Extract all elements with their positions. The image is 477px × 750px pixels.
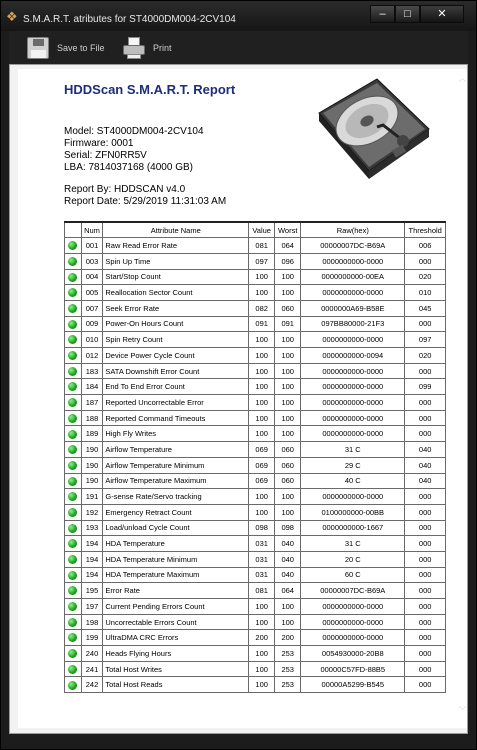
value-column-header: Value <box>249 222 275 238</box>
raw-cell: 0000000A69-B58E <box>301 300 405 316</box>
worst-cell: 091 <box>275 316 301 332</box>
table-row[interactable] <box>65 316 446 332</box>
name-cell: UltraDMA CRC Errors <box>103 630 249 646</box>
raw-cell: 40 C <box>301 473 405 489</box>
table-row[interactable] <box>65 332 446 348</box>
threshold-cell: 000 <box>405 426 446 442</box>
status-cell <box>65 363 82 379</box>
num-cell: 187 <box>81 395 103 411</box>
table-row[interactable] <box>65 504 446 520</box>
status-cell <box>65 567 82 583</box>
raw-cell: 00000A5299-B545 <box>301 677 405 693</box>
status-cell <box>65 677 82 693</box>
num-cell: 190 <box>81 457 103 473</box>
status-cell <box>65 426 82 442</box>
raw-cell: 0000000000-0000 <box>301 379 405 395</box>
worst-cell: 100 <box>275 426 301 442</box>
raw-cell: 097BB80000-21F3 <box>301 316 405 332</box>
status-column-header <box>65 222 82 238</box>
worst-cell: 064 <box>275 238 301 254</box>
save-to-file-label: Save to File <box>57 42 105 53</box>
report-view[interactable] <box>18 69 467 728</box>
num-cell: 190 <box>81 473 103 489</box>
status-ok-icon <box>68 257 77 266</box>
worst-cell: 100 <box>275 395 301 411</box>
value-cell: 069 <box>249 442 275 458</box>
threshold-cell: 000 <box>405 599 446 615</box>
table-row[interactable] <box>65 300 446 316</box>
name-cell: Power-On Hours Count <box>103 316 249 332</box>
threshold-cell: 000 <box>405 316 446 332</box>
raw-cell: 00000007DC-B69A <box>301 583 405 599</box>
threshold-cell: 000 <box>405 520 446 536</box>
num-cell: 241 <box>81 661 103 677</box>
report-by-text: Report By: HDDSCAN v4.0 <box>64 184 186 195</box>
status-ok-icon <box>68 492 77 501</box>
threshold-cell: 000 <box>405 489 446 505</box>
num-cell: 012 <box>81 348 103 364</box>
table-row[interactable] <box>65 442 446 458</box>
raw-cell: 00000C57FD-88B5 <box>301 661 405 677</box>
threshold-cell: 000 <box>405 504 446 520</box>
name-cell: Heads Flying Hours <box>103 646 249 662</box>
status-ok-icon <box>68 508 77 517</box>
name-cell: Airflow Temperature Maximum <box>103 473 249 489</box>
attribute-name-column-header: Attribute Name <box>103 222 249 238</box>
worst-cell: 064 <box>275 583 301 599</box>
raw-cell: 0000000000-0000 <box>301 410 405 426</box>
threshold-cell: 000 <box>405 253 446 269</box>
threshold-cell: 000 <box>405 567 446 583</box>
value-cell: 081 <box>249 583 275 599</box>
status-cell <box>65 300 82 316</box>
status-ok-icon <box>68 539 77 548</box>
status-cell <box>65 238 82 254</box>
worst-cell: 100 <box>275 379 301 395</box>
name-cell: Device Power Cycle Count <box>103 348 249 364</box>
num-cell: 193 <box>81 520 103 536</box>
status-cell <box>65 504 82 520</box>
status-cell <box>65 551 82 567</box>
value-cell: 031 <box>249 536 275 552</box>
status-cell <box>65 285 82 301</box>
status-cell <box>65 520 82 536</box>
status-ok-icon <box>68 461 77 470</box>
status-cell <box>65 661 82 677</box>
raw-cell: 0000000000-0000 <box>301 614 405 630</box>
name-cell: SATA Downshift Error Count <box>103 363 249 379</box>
status-ok-icon <box>68 445 77 454</box>
printer-icon <box>123 37 145 59</box>
worst-cell: 100 <box>275 410 301 426</box>
report-date-text: Report Date: 5/29/2019 11:31:03 AM <box>64 196 227 207</box>
table-row[interactable] <box>65 567 446 583</box>
value-cell: 100 <box>249 614 275 630</box>
status-ok-icon <box>68 555 77 564</box>
status-cell <box>65 630 82 646</box>
raw-cell: 0054930000-20B8 <box>301 646 405 662</box>
status-cell <box>65 599 82 615</box>
value-cell: 100 <box>249 395 275 411</box>
print-button[interactable] <box>123 31 172 64</box>
raw-cell: 0100000000-00BB <box>301 504 405 520</box>
worst-cell: 040 <box>275 551 301 567</box>
hard-drive-icon <box>313 75 433 187</box>
scroll-down-arrow-icon[interactable]: ﹀ <box>458 706 467 715</box>
num-cell: 198 <box>81 614 103 630</box>
name-cell: Airflow Temperature <box>103 442 249 458</box>
worst-cell: 100 <box>275 599 301 615</box>
threshold-cell: 020 <box>405 269 446 285</box>
raw-cell: 0000000000-0000 <box>301 599 405 615</box>
status-cell <box>65 348 82 364</box>
worst-cell: 253 <box>275 646 301 662</box>
value-cell: 100 <box>249 426 275 442</box>
raw-cell: 0000000000-1667 <box>301 520 405 536</box>
table-row[interactable] <box>65 238 446 254</box>
table-row[interactable] <box>65 348 446 364</box>
num-cell: 007 <box>81 300 103 316</box>
status-cell <box>65 457 82 473</box>
num-cell: 194 <box>81 536 103 552</box>
raw-cell: 00000007DC-B69A <box>301 238 405 254</box>
status-ok-icon <box>68 273 77 282</box>
table-row[interactable] <box>65 536 446 552</box>
status-ok-icon <box>68 649 77 658</box>
status-cell <box>65 614 82 630</box>
worst-cell: 100 <box>275 504 301 520</box>
smart-table-body <box>65 238 446 693</box>
num-cell: 197 <box>81 599 103 615</box>
raw-cell: 0000000000-0000 <box>301 363 405 379</box>
title-bar[interactable] <box>1 1 476 31</box>
status-cell <box>65 379 82 395</box>
raw-cell: 0000000000-0000 <box>301 253 405 269</box>
status-cell <box>65 442 82 458</box>
threshold-cell: 000 <box>405 363 446 379</box>
name-cell: Total Host Writes <box>103 661 249 677</box>
raw-cell: 31 C <box>301 536 405 552</box>
status-ok-icon <box>68 633 77 642</box>
value-cell: 100 <box>249 379 275 395</box>
worst-cell: 253 <box>275 661 301 677</box>
worst-cell: 098 <box>275 520 301 536</box>
table-row[interactable] <box>65 489 446 505</box>
threshold-cell: 000 <box>405 536 446 552</box>
value-cell: 069 <box>249 457 275 473</box>
table-row[interactable] <box>65 379 446 395</box>
name-cell: G-sense Rate/Servo tracking <box>103 489 249 505</box>
threshold-cell: 000 <box>405 661 446 677</box>
threshold-cell: 000 <box>405 677 446 693</box>
close-button[interactable]: ✕ <box>420 5 464 23</box>
num-cell: 191 <box>81 489 103 505</box>
value-cell: 100 <box>249 348 275 364</box>
name-cell: Airflow Temperature Minimum <box>103 457 249 473</box>
floppy-disk-icon <box>27 37 49 59</box>
name-cell: Error Rate <box>103 583 249 599</box>
worst-cell: 200 <box>275 630 301 646</box>
worst-column-header: Worst <box>275 222 301 238</box>
status-ok-icon <box>68 382 77 391</box>
status-cell <box>65 583 82 599</box>
status-cell <box>65 473 82 489</box>
raw-cell: 29 C <box>301 457 405 473</box>
report-title: HDDScan S.M.A.R.T. Report <box>64 82 236 97</box>
table-row[interactable] <box>65 599 446 615</box>
worst-cell: 100 <box>275 332 301 348</box>
raw-cell: 0000000000-0000 <box>301 489 405 505</box>
minimize-button[interactable]: ‒ <box>370 5 395 23</box>
num-cell: 189 <box>81 426 103 442</box>
smart-attributes-table <box>64 221 446 693</box>
worst-cell: 100 <box>275 285 301 301</box>
value-cell: 100 <box>249 332 275 348</box>
name-cell: Uncorrectable Errors Count <box>103 614 249 630</box>
status-ok-icon <box>68 586 77 595</box>
num-cell: 195 <box>81 583 103 599</box>
value-cell: 097 <box>249 253 275 269</box>
num-column-header: Num <box>81 222 103 238</box>
threshold-cell: 040 <box>405 473 446 489</box>
name-cell: HDA Temperature Maximum <box>103 567 249 583</box>
toolbar <box>9 31 468 64</box>
num-cell: 194 <box>81 567 103 583</box>
window-title: S.M.A.R.T. atributes for ST4000DM004-2CV104 <box>23 14 236 25</box>
value-cell: 100 <box>249 661 275 677</box>
num-cell: 184 <box>81 379 103 395</box>
value-cell: 091 <box>249 316 275 332</box>
window-controls <box>370 5 464 23</box>
name-cell: Seek Error Rate <box>103 300 249 316</box>
status-ok-icon <box>68 304 77 313</box>
status-ok-icon <box>68 430 77 439</box>
value-cell: 081 <box>249 238 275 254</box>
scroll-up-arrow-icon[interactable]: ︿ <box>458 74 467 83</box>
num-cell: 190 <box>81 442 103 458</box>
name-cell: Start/Stop Count <box>103 269 249 285</box>
name-cell: Spin Retry Count <box>103 332 249 348</box>
threshold-cell: 000 <box>405 646 446 662</box>
worst-cell: 040 <box>275 567 301 583</box>
name-cell: Reported Uncorrectable Error <box>103 395 249 411</box>
raw-cell: 20 C <box>301 551 405 567</box>
table-row[interactable] <box>65 253 446 269</box>
name-cell: Emergency Retract Count <box>103 504 249 520</box>
table-row[interactable] <box>65 269 446 285</box>
status-ok-icon <box>68 618 77 627</box>
threshold-cell: 000 <box>405 630 446 646</box>
threshold-cell: 045 <box>405 300 446 316</box>
worst-cell: 100 <box>275 348 301 364</box>
table-row[interactable] <box>65 457 446 473</box>
worst-cell: 096 <box>275 253 301 269</box>
table-row[interactable] <box>65 677 446 693</box>
value-cell: 100 <box>249 489 275 505</box>
raw-cell: 0000000000-0000 <box>301 426 405 442</box>
raw-cell: 0000000000-0094 <box>301 348 405 364</box>
num-cell: 192 <box>81 504 103 520</box>
name-cell: HDA Temperature <box>103 536 249 552</box>
threshold-column-header: Threshold <box>405 222 446 238</box>
num-cell: 240 <box>81 646 103 662</box>
num-cell: 009 <box>81 316 103 332</box>
name-cell: High Fly Writes <box>103 426 249 442</box>
threshold-cell: 097 <box>405 332 446 348</box>
threshold-cell: 000 <box>405 614 446 630</box>
table-row[interactable] <box>65 473 446 489</box>
table-row[interactable] <box>65 426 446 442</box>
status-cell <box>65 269 82 285</box>
value-cell: 100 <box>249 285 275 301</box>
num-cell: 001 <box>81 238 103 254</box>
print-label: Print <box>153 42 172 53</box>
name-cell: Reallocation Sector Count <box>103 285 249 301</box>
lba-text: LBA: 7814037168 (4000 GB) <box>64 162 193 173</box>
threshold-cell: 006 <box>405 238 446 254</box>
raw-cell: 0000000000-0000 <box>301 630 405 646</box>
value-cell: 031 <box>249 567 275 583</box>
worst-cell: 100 <box>275 363 301 379</box>
worst-cell: 060 <box>275 473 301 489</box>
num-cell: 194 <box>81 551 103 567</box>
status-ok-icon <box>68 681 77 690</box>
name-cell: Total Host Reads <box>103 677 249 693</box>
status-ok-icon <box>68 288 77 297</box>
name-cell: Load/unload Cycle Count <box>103 520 249 536</box>
table-row[interactable] <box>65 646 446 662</box>
status-ok-icon <box>68 414 77 423</box>
raw-hex-column-header: Raw(hex) <box>301 222 405 238</box>
table-row[interactable] <box>65 583 446 599</box>
table-row[interactable] <box>65 395 446 411</box>
status-ok-icon <box>68 241 77 250</box>
num-cell: 004 <box>81 269 103 285</box>
save-to-file-button[interactable] <box>27 31 105 64</box>
worst-cell: 100 <box>275 269 301 285</box>
table-row[interactable] <box>65 551 446 567</box>
table-row[interactable] <box>65 661 446 677</box>
threshold-cell: 010 <box>405 285 446 301</box>
status-cell <box>65 395 82 411</box>
num-cell: 183 <box>81 363 103 379</box>
model-text: Model: ST4000DM004-2CV104 <box>64 126 204 137</box>
raw-cell: 31 C <box>301 442 405 458</box>
value-cell: 098 <box>249 520 275 536</box>
worst-cell: 253 <box>275 677 301 693</box>
status-ok-icon <box>68 477 77 486</box>
num-cell: 005 <box>81 285 103 301</box>
value-cell: 031 <box>249 551 275 567</box>
status-cell <box>65 410 82 426</box>
table-row[interactable] <box>65 614 446 630</box>
table-row[interactable] <box>65 520 446 536</box>
value-cell: 100 <box>249 410 275 426</box>
status-ok-icon <box>68 367 77 376</box>
name-cell: End To End Error Count <box>103 379 249 395</box>
firmware-text: Firmware: 0001 <box>64 138 134 149</box>
value-cell: 100 <box>249 677 275 693</box>
num-cell: 010 <box>81 332 103 348</box>
table-row[interactable] <box>65 410 446 426</box>
value-cell: 100 <box>249 269 275 285</box>
num-cell: 199 <box>81 630 103 646</box>
name-cell: Spin Up Time <box>103 253 249 269</box>
value-cell: 100 <box>249 504 275 520</box>
status-ok-icon <box>68 571 77 580</box>
num-cell: 188 <box>81 410 103 426</box>
value-cell: 069 <box>249 473 275 489</box>
maximize-button[interactable]: □ <box>395 5 420 23</box>
table-row[interactable] <box>65 630 446 646</box>
num-cell: 242 <box>81 677 103 693</box>
value-cell: 082 <box>249 300 275 316</box>
raw-cell: 0000000000-0000 <box>301 395 405 411</box>
serial-text: Serial: ZFN0RR5V <box>64 150 147 161</box>
name-cell: Reported Command Timeouts <box>103 410 249 426</box>
threshold-cell: 040 <box>405 457 446 473</box>
status-cell <box>65 489 82 505</box>
value-cell: 100 <box>249 363 275 379</box>
threshold-cell: 020 <box>405 348 446 364</box>
status-ok-icon <box>68 398 77 407</box>
raw-cell: 0000000000-0000 <box>301 285 405 301</box>
worst-cell: 060 <box>275 457 301 473</box>
worst-cell: 100 <box>275 614 301 630</box>
status-cell <box>65 536 82 552</box>
threshold-cell: 000 <box>405 410 446 426</box>
worst-cell: 060 <box>275 300 301 316</box>
app-icon: ❖ <box>6 9 18 24</box>
raw-cell: 60 C <box>301 567 405 583</box>
threshold-cell: 000 <box>405 583 446 599</box>
status-cell <box>65 332 82 348</box>
name-cell: Current Pending Errors Count <box>103 599 249 615</box>
status-ok-icon <box>68 665 77 674</box>
raw-cell: 0000000000-0000 <box>301 332 405 348</box>
table-row[interactable] <box>65 285 446 301</box>
num-cell: 003 <box>81 253 103 269</box>
worst-cell: 060 <box>275 442 301 458</box>
value-cell: 200 <box>249 630 275 646</box>
status-ok-icon <box>68 320 77 329</box>
status-ok-icon <box>68 524 77 533</box>
raw-cell: 0000000000-00EA <box>301 269 405 285</box>
threshold-cell: 000 <box>405 551 446 567</box>
status-cell <box>65 253 82 269</box>
worst-cell: 040 <box>275 536 301 552</box>
status-cell <box>65 646 82 662</box>
status-cell <box>65 316 82 332</box>
value-cell: 100 <box>249 646 275 662</box>
status-ok-icon <box>68 602 77 611</box>
name-cell: Raw Read Error Rate <box>103 238 249 254</box>
value-cell: 100 <box>249 599 275 615</box>
status-ok-icon <box>68 335 77 344</box>
table-header-row <box>65 222 446 238</box>
name-cell: HDA Temperature Minimum <box>103 551 249 567</box>
status-ok-icon <box>68 351 77 360</box>
threshold-cell: 000 <box>405 395 446 411</box>
threshold-cell: 099 <box>405 379 446 395</box>
worst-cell: 100 <box>275 489 301 505</box>
threshold-cell: 040 <box>405 442 446 458</box>
table-row[interactable] <box>65 363 446 379</box>
